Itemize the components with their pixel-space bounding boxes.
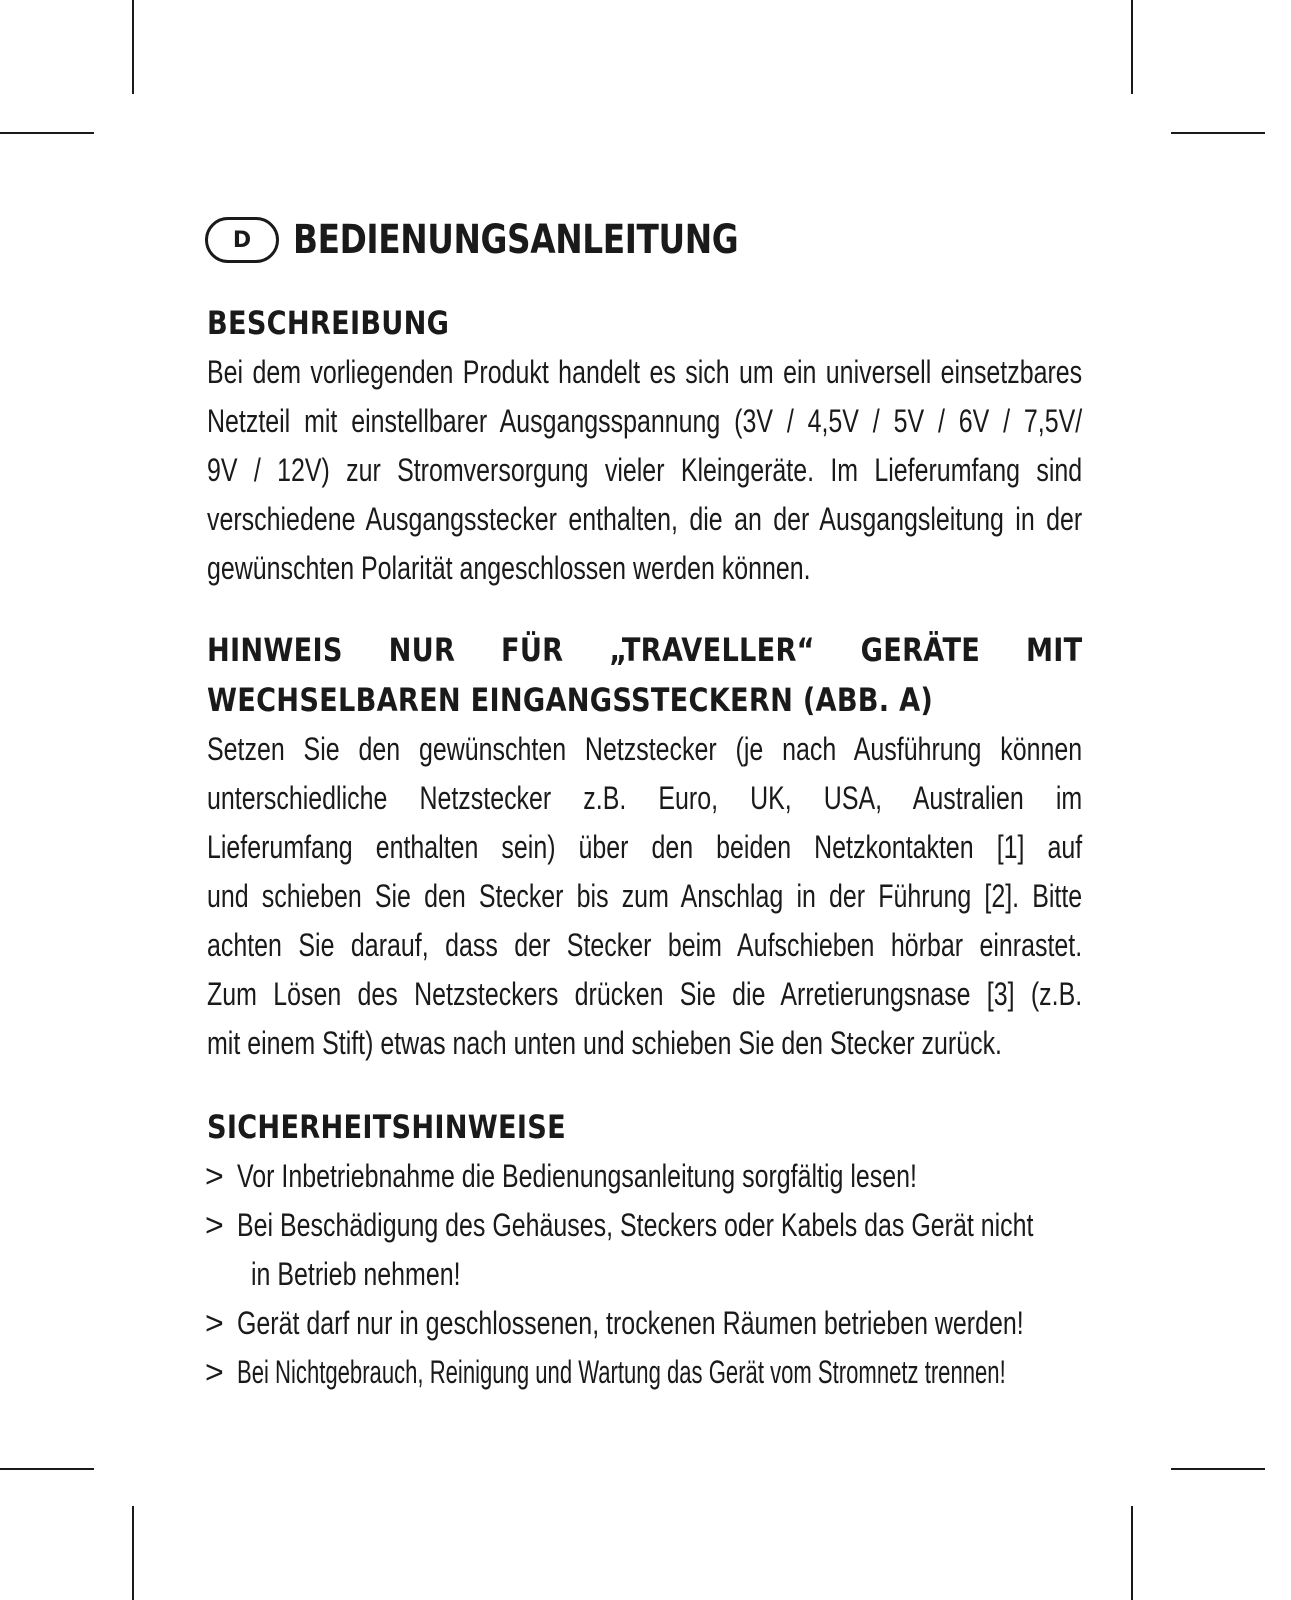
list-item <box>207 1152 1082 1201</box>
heading-word: „TRAVELLER“ <box>609 631 815 669</box>
heading-word: HINWEIS <box>207 631 343 669</box>
section-hinweis <box>207 625 1082 1068</box>
section-heading-beschreibung: BESCHREIBUNG <box>207 304 450 342</box>
crop-mark-bottom-left-horizontal <box>0 1468 94 1470</box>
paragraph-line: Setzen Sie den gewünschten Netzstecker (je nach Ausführung können <box>207 731 1083 767</box>
bullet-marker: > <box>205 1158 224 1194</box>
paragraph-line: mit einem Stift) etwas nach unten und schieben Sie den Stecker zurück. <box>207 1025 1002 1061</box>
list-item-text: Bei Nichtgebrauch, Reinigung und Wartung das Gerät vom Stromnetz trennen! <box>237 1354 1006 1390</box>
crop-mark-top-left-vertical <box>132 0 134 94</box>
paragraph-line: unterschiedliche Netzstecker z.B. Euro, UK, USA, Australien im <box>207 780 1083 816</box>
paragraph-line: achten Sie darauf, dass der Stecker beim Aufschieben hörbar einrastet. <box>207 927 1083 963</box>
bullet-marker: > <box>205 1305 224 1341</box>
paragraph-hinweis <box>207 725 1082 1068</box>
list-item-text: Vor Inbetriebnahme die Bedienungsanleitung sorgfältig lesen! <box>237 1158 917 1194</box>
heading-word: NUR <box>388 631 456 669</box>
section-heading-sicherheitshinweise: SICHERHEITSHINWEISE <box>207 1108 566 1146</box>
paragraph-line: Lieferumfang enthalten sein) über den beiden Netzkontakten [1] auf <box>207 829 1083 865</box>
crop-mark-top-left-horizontal <box>0 132 94 134</box>
paragraph-line: verschiedene Ausgangsstecker enthalten, die an der Ausgangsleitung in der <box>207 501 1083 537</box>
paragraph-line: Zum Lösen des Netzsteckers drücken Sie die Arretierungsnase [3] (z.B. <box>207 976 1083 1012</box>
section-sicherheitshinweise <box>207 1102 1082 1397</box>
bullet-marker: > <box>205 1354 224 1390</box>
heading-word: GERÄTE <box>860 631 981 669</box>
title-row <box>205 212 1082 268</box>
crop-mark-bottom-right-vertical <box>1131 1506 1133 1600</box>
list-item <box>207 1348 1082 1397</box>
heading-word: MIT <box>1025 631 1083 669</box>
manual-page <box>207 212 1082 1397</box>
crop-mark-top-right-horizontal <box>1171 132 1265 134</box>
list-item <box>207 1299 1082 1348</box>
list-item <box>207 1201 1082 1299</box>
language-badge: D <box>205 217 279 263</box>
crop-mark-top-right-vertical <box>1131 0 1133 94</box>
paragraph-line: 9V / 12V) zur Stromversorgung vieler Kleingeräte. Im Lieferumfang sind <box>207 452 1083 488</box>
section-heading-hinweis-line1 <box>207 625 1083 675</box>
page-title: BEDIENUNGSANLEITUNG <box>293 217 739 263</box>
list-item-continuation: in Betrieb nehmen! <box>251 1256 461 1292</box>
crop-mark-bottom-right-horizontal <box>1171 1468 1265 1470</box>
crop-mark-bottom-left-vertical <box>132 1506 134 1600</box>
paragraph-line: Netzteil mit einstellbarer Ausgangsspannung (3V / 4,5V / 5V / 6V / 7,5V/ <box>207 403 1083 439</box>
paragraph-beschreibung <box>207 348 1082 593</box>
paragraph-line: gewünschten Polarität angeschlossen werden können. <box>207 550 811 586</box>
heading-word: FÜR <box>500 631 564 669</box>
list-item-text: Bei Beschädigung des Gehäuses, Steckers oder Kabels das Gerät nicht <box>237 1207 1034 1243</box>
paragraph-line: und schieben Sie den Stecker bis zum Anschlag in der Führung [2]. Bitte <box>207 878 1083 914</box>
section-heading-hinweis-line2: WECHSELBAREN EINGANGSSTECKERN (ABB. A) <box>207 681 934 719</box>
section-beschreibung <box>207 298 1082 593</box>
paragraph-line: Bei dem vorliegenden Produkt handelt es sich um ein universell einsetzbares <box>207 354 1083 390</box>
list-item-text: Gerät darf nur in geschlossenen, trockenen Räumen betrieben werden! <box>237 1305 1024 1341</box>
bullet-marker: > <box>205 1207 224 1243</box>
safety-list <box>207 1152 1082 1397</box>
